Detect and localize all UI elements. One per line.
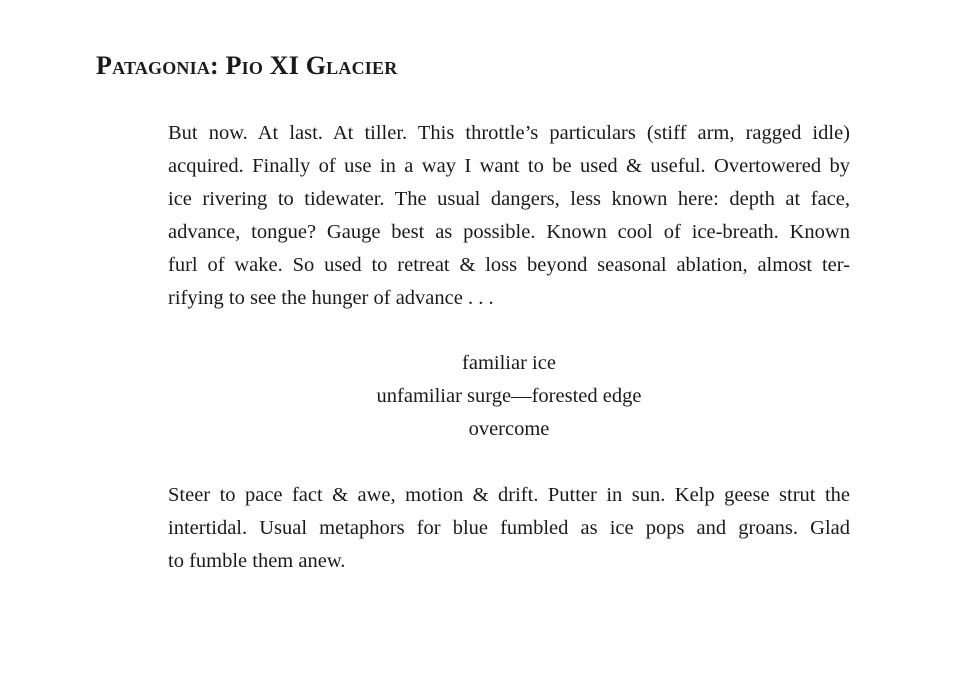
paragraph-line: rifying to see the hunger of advance . . .: [168, 287, 494, 309]
verse-stanza: [168, 347, 850, 446]
paragraph-line: advance, tongue? Gauge best as possible. Known cool of ice-breath. Known: [168, 221, 850, 243]
paragraph-line: acquired. Finally of use in a way I want to be used & useful. Overtowered by: [168, 155, 850, 177]
verse-line: unfamiliar surge—forested edge: [376, 385, 642, 407]
paragraph-line: furl of wake. So used to retreat & loss beyond seasonal ablation, almost ter-: [168, 254, 850, 276]
paragraph-2: [168, 479, 850, 578]
paragraph-1: [168, 117, 850, 315]
paragraph-line: Steer to pace fact & awe, motion & drift. Putter in sun. Kelp geese strut the: [168, 484, 850, 506]
paragraph-line: to fumble them anew.: [168, 550, 346, 572]
verse-line: familiar ice: [462, 352, 556, 374]
paragraph-line: intertidal. Usual metaphors for blue fumbled as ice pops and groans. Glad: [168, 517, 850, 539]
verse-line: overcome: [468, 418, 550, 440]
paragraph-line: ice rivering to tidewater. The usual dangers, less known here: depth at face,: [168, 188, 850, 210]
paragraph-line: But now. At last. At tiller. This throttle’s particulars (stiff arm, ragged idle): [168, 122, 850, 144]
page-title: Patagonia: Pio XI Glacier: [96, 51, 398, 80]
